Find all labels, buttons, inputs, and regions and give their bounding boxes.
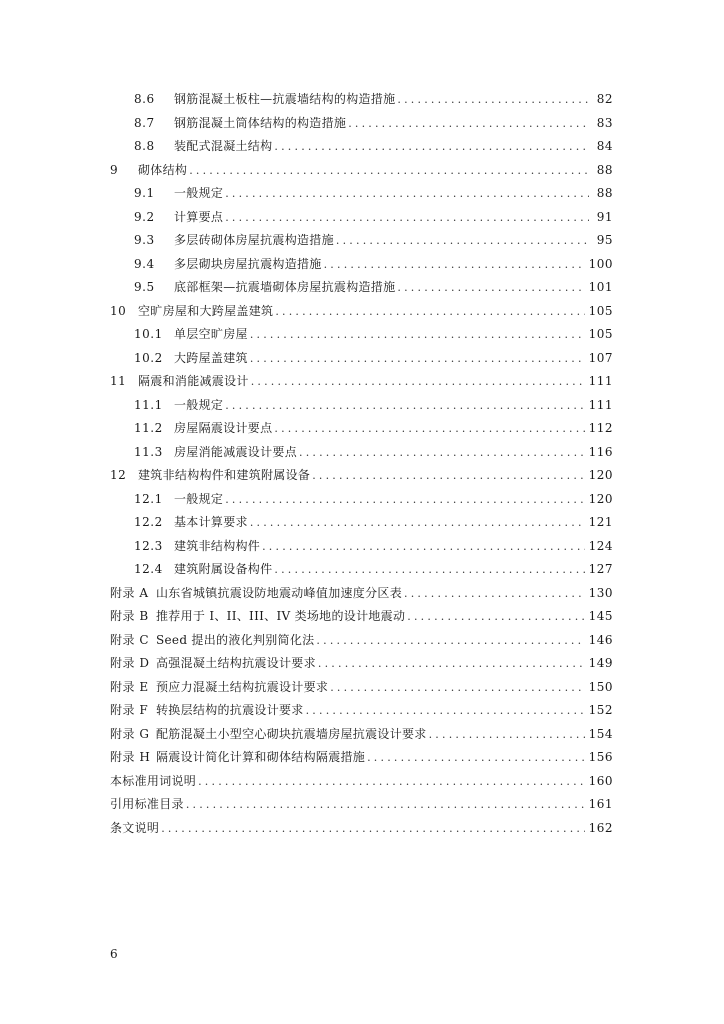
toc-entry-title: 隔震设计简化计算和砌体结构隔震措施 bbox=[156, 750, 366, 764]
toc-entry-title: 建筑非结构构件 bbox=[174, 538, 261, 553]
toc-entry-title: 本标准用词说明 bbox=[110, 773, 197, 788]
dot-leader bbox=[312, 464, 584, 488]
dot-leader bbox=[397, 88, 589, 112]
dot-leader bbox=[367, 746, 584, 770]
dot-leader bbox=[161, 817, 584, 841]
toc-entry bbox=[0, 347, 724, 371]
toc-entry-title: 房屋隔震设计要点 bbox=[174, 421, 273, 435]
dot-leader bbox=[198, 770, 584, 794]
toc-entry-number: 11 bbox=[110, 374, 127, 388]
toc-entry-page: 127 bbox=[588, 562, 613, 576]
toc-entry-number: 附录 E bbox=[110, 679, 149, 694]
toc-entry bbox=[0, 629, 724, 653]
toc-entry-title: 建筑非结构构件和建筑附属设备 bbox=[138, 468, 311, 482]
dot-leader bbox=[189, 159, 589, 183]
toc-entry bbox=[0, 511, 724, 535]
toc-entry-page: 146 bbox=[588, 632, 613, 647]
toc-entry bbox=[0, 652, 724, 676]
toc-entry-title: 隔震和消能减震设计 bbox=[138, 374, 249, 388]
dot-leader bbox=[318, 652, 585, 676]
toc-entry-page: 150 bbox=[588, 679, 613, 694]
dot-leader bbox=[250, 347, 585, 371]
page-number: 6 bbox=[110, 947, 118, 961]
toc-entry bbox=[0, 88, 724, 112]
toc-entry-title: 一般规定 bbox=[174, 491, 224, 506]
toc-entry bbox=[0, 323, 724, 347]
dot-leader bbox=[274, 417, 584, 441]
toc-entry-page: 105 bbox=[588, 303, 613, 318]
toc-entry-number: 9.3 bbox=[134, 233, 155, 247]
toc-entry-page: 160 bbox=[588, 773, 613, 788]
toc-entry-number: 11.3 bbox=[134, 444, 163, 459]
toc-entry-page: 111 bbox=[588, 374, 613, 388]
dot-leader bbox=[404, 582, 585, 606]
toc-entry-page: 130 bbox=[588, 585, 613, 600]
dot-leader bbox=[324, 253, 585, 277]
dot-leader bbox=[186, 793, 585, 817]
toc-entry-number: 附录 D bbox=[110, 656, 150, 670]
toc-entry-page: 91 bbox=[596, 209, 613, 224]
toc-entry-page: 107 bbox=[588, 350, 613, 365]
toc-entry-number: 附录 C bbox=[110, 632, 149, 647]
toc-entry-number: 12.3 bbox=[134, 538, 163, 553]
dot-leader bbox=[336, 229, 589, 253]
toc-entry bbox=[0, 582, 724, 606]
toc-entry-number: 附录 A bbox=[110, 585, 149, 600]
toc-entry-number: 12 bbox=[110, 468, 127, 482]
toc-entry bbox=[0, 441, 724, 465]
toc-entry-number: 10.1 bbox=[134, 327, 163, 341]
toc-entry bbox=[0, 182, 724, 206]
dot-leader bbox=[250, 323, 585, 347]
toc-entry-page: 120 bbox=[588, 468, 613, 482]
toc-entry-number: 10.2 bbox=[134, 350, 163, 365]
toc-entry-page: 149 bbox=[588, 656, 613, 670]
toc-entry bbox=[0, 535, 724, 559]
toc-entry-title: 钢筋混凝土筒体结构的构造措施 bbox=[174, 115, 347, 130]
toc-entry-number: 附录 F bbox=[110, 703, 149, 717]
toc-entry-page: 105 bbox=[588, 327, 613, 341]
toc-entry bbox=[0, 135, 724, 159]
toc-entry-page: 95 bbox=[596, 233, 613, 247]
toc-entry-title: 基本计算要求 bbox=[174, 515, 248, 529]
toc-entry-number: 11.1 bbox=[134, 397, 163, 412]
toc-entry bbox=[0, 276, 724, 300]
toc-entry-number: 9 bbox=[110, 162, 119, 177]
toc-entry-page: 88 bbox=[596, 186, 613, 200]
toc-entry bbox=[0, 676, 724, 700]
toc-entry-page: 100 bbox=[588, 256, 613, 271]
toc-entry-page: 112 bbox=[588, 421, 613, 435]
toc-entry-number: 12.1 bbox=[134, 491, 163, 506]
dot-leader bbox=[225, 182, 589, 206]
toc-entry-number: 附录 H bbox=[110, 750, 151, 764]
toc-entry-title: 引用标准目录 bbox=[110, 797, 184, 811]
toc-entry-number: 8.8 bbox=[134, 139, 155, 153]
toc-entry-title: 底部框架—抗震墙砌体房屋抗震构造措施 bbox=[174, 280, 396, 294]
dot-leader bbox=[225, 394, 584, 418]
toc-entry-page: 82 bbox=[596, 92, 613, 106]
table-of-contents bbox=[0, 88, 724, 840]
toc-entry bbox=[0, 253, 724, 277]
dot-leader bbox=[316, 629, 584, 653]
dot-leader bbox=[274, 558, 584, 582]
toc-entry bbox=[0, 206, 724, 230]
toc-entry-page: 154 bbox=[588, 726, 613, 741]
toc-entry-title: 多层砌块房屋抗震构造措施 bbox=[174, 256, 322, 271]
toc-entry bbox=[0, 723, 724, 747]
toc-entry bbox=[0, 159, 724, 183]
dot-leader bbox=[397, 276, 584, 300]
dot-leader bbox=[225, 488, 584, 512]
toc-entry-number: 12.2 bbox=[134, 515, 163, 529]
toc-entry-title: 大跨屋盖建筑 bbox=[174, 350, 248, 365]
dot-leader bbox=[262, 535, 584, 559]
toc-entry-title: 一般规定 bbox=[174, 186, 224, 200]
toc-entry-number: 12.4 bbox=[134, 562, 163, 576]
toc-entry-title: 配筋混凝土小型空心砌块抗震墙房屋抗震设计要求 bbox=[156, 726, 427, 741]
toc-entry bbox=[0, 229, 724, 253]
dot-leader bbox=[225, 206, 589, 230]
toc-entry-page: 145 bbox=[588, 609, 613, 623]
dot-leader bbox=[330, 676, 584, 700]
toc-entry bbox=[0, 488, 724, 512]
dot-leader bbox=[407, 605, 584, 629]
toc-entry-title: 预应力混凝土结构抗震设计要求 bbox=[156, 679, 329, 694]
toc-entry-page: 161 bbox=[588, 797, 613, 811]
toc-entry-page: 88 bbox=[596, 162, 613, 177]
toc-entry-title: 推荐用于 I、II、III、IV 类场地的设计地震动 bbox=[156, 609, 406, 623]
toc-entry-page: 83 bbox=[596, 115, 613, 130]
toc-entry-number: 9.1 bbox=[134, 186, 155, 200]
toc-entry-page: 101 bbox=[588, 280, 613, 294]
toc-entry bbox=[0, 817, 724, 841]
toc-entry-title: 装配式混凝土结构 bbox=[174, 139, 273, 153]
toc-entry-title: 山东省城镇抗震设防地震动峰值加速度分区表 bbox=[156, 585, 403, 600]
toc-entry bbox=[0, 793, 724, 817]
toc-entry-number: 8.6 bbox=[134, 92, 155, 106]
toc-entry-number: 9.4 bbox=[134, 256, 155, 271]
toc-entry-title: 房屋消能减震设计要点 bbox=[174, 444, 298, 459]
toc-entry-number: 11.2 bbox=[134, 421, 163, 435]
toc-entry-title: 单层空旷房屋 bbox=[174, 327, 248, 341]
dot-leader bbox=[275, 300, 584, 324]
toc-entry bbox=[0, 746, 724, 770]
toc-entry-page: 116 bbox=[588, 444, 613, 459]
toc-entry-number: 附录 B bbox=[110, 609, 149, 623]
toc-entry-page: 162 bbox=[588, 820, 613, 835]
toc-entry-title: 条文说明 bbox=[110, 820, 160, 835]
toc-entry-title: 砌体结构 bbox=[138, 162, 188, 177]
toc-entry bbox=[0, 558, 724, 582]
toc-entry bbox=[0, 770, 724, 794]
toc-entry-page: 121 bbox=[588, 515, 613, 529]
toc-entry-page: 120 bbox=[588, 491, 613, 506]
toc-entry-title: 多层砖砌体房屋抗震构造措施 bbox=[174, 233, 334, 247]
dot-leader bbox=[429, 723, 585, 747]
dot-leader bbox=[251, 370, 585, 394]
toc-entry-page: 156 bbox=[588, 750, 613, 764]
toc-entry-page: 84 bbox=[596, 139, 613, 153]
dot-leader bbox=[348, 112, 589, 136]
toc-entry-number: 10 bbox=[110, 303, 127, 318]
toc-entry-page: 124 bbox=[588, 538, 613, 553]
toc-entry bbox=[0, 300, 724, 324]
toc-entry-page: 152 bbox=[588, 703, 613, 717]
toc-entry bbox=[0, 112, 724, 136]
toc-entry-number: 9.5 bbox=[134, 280, 155, 294]
toc-entry-title: 高强混凝土结构抗震设计要求 bbox=[156, 656, 316, 670]
toc-entry bbox=[0, 699, 724, 723]
dot-leader bbox=[299, 441, 585, 465]
toc-entry bbox=[0, 605, 724, 629]
toc-entry-title: 钢筋混凝土板柱—抗震墙结构的构造措施 bbox=[174, 92, 396, 106]
dot-leader bbox=[274, 135, 589, 159]
toc-entry bbox=[0, 464, 724, 488]
toc-entry-title: 计算要点 bbox=[174, 209, 224, 224]
toc-entry-number: 9.2 bbox=[134, 209, 155, 224]
toc-entry-number: 附录 G bbox=[110, 726, 150, 741]
toc-entry-page: 111 bbox=[588, 397, 613, 412]
dot-leader bbox=[250, 511, 585, 535]
dot-leader bbox=[306, 699, 585, 723]
toc-entry bbox=[0, 394, 724, 418]
toc-entry-title: 空旷房屋和大跨屋盖建筑 bbox=[138, 303, 274, 318]
toc-entry-title: 一般规定 bbox=[174, 397, 224, 412]
toc-entry-title: 建筑附属设备构件 bbox=[174, 562, 273, 576]
toc-entry-number: 8.7 bbox=[134, 115, 155, 130]
toc-entry bbox=[0, 417, 724, 441]
toc-entry-title: 转换层结构的抗震设计要求 bbox=[156, 703, 304, 717]
toc-entry-title: Seed 提出的液化判别简化法 bbox=[156, 632, 315, 647]
toc-entry bbox=[0, 370, 724, 394]
